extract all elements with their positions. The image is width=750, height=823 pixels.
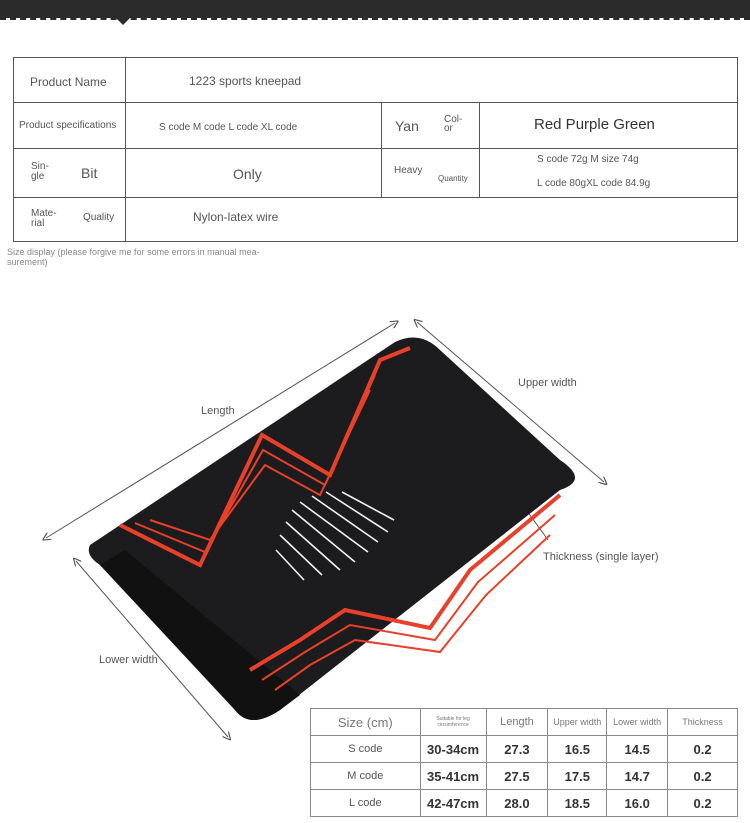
product-name-value: 1223 sports kneepad — [189, 74, 302, 88]
table-row — [311, 790, 738, 817]
length-cell: 27.3 — [486, 736, 548, 763]
top-dashed-divider — [0, 18, 750, 20]
material-label-material: Mate- rial — [31, 208, 57, 229]
color-label-color: Col- or — [444, 114, 463, 134]
spec-table — [13, 57, 738, 242]
leg-cell: 30-34cm — [420, 736, 486, 763]
header-leg-circumference: Suitable for leg circumference — [420, 709, 486, 736]
unit-label-single: Sin- gle — [31, 161, 49, 182]
upper-width-label: Upper width — [518, 377, 577, 389]
weight-value-line1: S code 72g M size 74g — [537, 154, 639, 165]
weight-value-line2: L code 80gXL code 84.9g — [537, 178, 651, 189]
header-upper-width: Upper width — [548, 709, 607, 736]
kneepad-diagram — [0, 290, 750, 750]
top-notch — [115, 17, 131, 25]
top-bar — [0, 0, 750, 18]
upper-cell: 17.5 — [548, 763, 607, 790]
size-cell: M code — [311, 763, 421, 790]
spec-col-divider — [125, 58, 126, 241]
size-cell: S code — [311, 736, 421, 763]
size-table — [310, 708, 738, 817]
leg-cell: 42-47cm — [420, 790, 486, 817]
header-length: Length — [486, 709, 548, 736]
thickness-cell: 0.2 — [668, 790, 738, 817]
lower-cell: 14.5 — [607, 736, 668, 763]
length-label: Length — [201, 405, 235, 417]
lower-width-label: Lower width — [99, 654, 158, 666]
material-value: Nylon-latex wire — [193, 210, 279, 224]
unit-label-bit: Bit — [81, 165, 98, 181]
material-label-quality: Quality — [83, 212, 115, 223]
specifications-label: Product specifications — [19, 120, 117, 131]
lower-cell: 14.7 — [607, 763, 668, 790]
weight-label-quantity: Quantity — [438, 174, 468, 183]
spec-row-divider — [14, 148, 737, 149]
product-name-label: Product Name — [30, 75, 107, 89]
color-value: Red Purple Green — [534, 116, 655, 133]
spec-col-divider — [381, 102, 382, 197]
spec-col-divider — [479, 102, 480, 197]
thickness-label: Thickness (single layer) — [543, 551, 659, 563]
table-row — [311, 736, 738, 763]
kneepad-illustration — [0, 290, 750, 750]
length-cell: 27.5 — [486, 763, 548, 790]
spec-row-divider — [14, 197, 737, 198]
spec-row-divider — [14, 102, 737, 103]
header-lower-width: Lower width — [607, 709, 668, 736]
thickness-cell: 0.2 — [668, 736, 738, 763]
upper-cell: 16.5 — [548, 736, 607, 763]
specifications-value: S code M code L code XL code — [159, 122, 298, 133]
leg-cell: 35-41cm — [420, 763, 486, 790]
length-cell: 28.0 — [486, 790, 548, 817]
header-size: Size (cm) — [311, 709, 421, 736]
thickness-cell: 0.2 — [668, 763, 738, 790]
table-row — [311, 763, 738, 790]
upper-cell: 18.5 — [548, 790, 607, 817]
unit-value: Only — [233, 166, 262, 182]
header-thickness: Thickness — [668, 709, 738, 736]
size-cell: L code — [311, 790, 421, 817]
weight-label-heavy: Heavy — [394, 165, 423, 176]
size-table-header — [311, 709, 738, 736]
lower-cell: 16.0 — [607, 790, 668, 817]
size-note: Size display (please forgive me for some errors in manual mea- surement) — [7, 247, 260, 267]
color-label-yan: Yan — [395, 118, 419, 134]
